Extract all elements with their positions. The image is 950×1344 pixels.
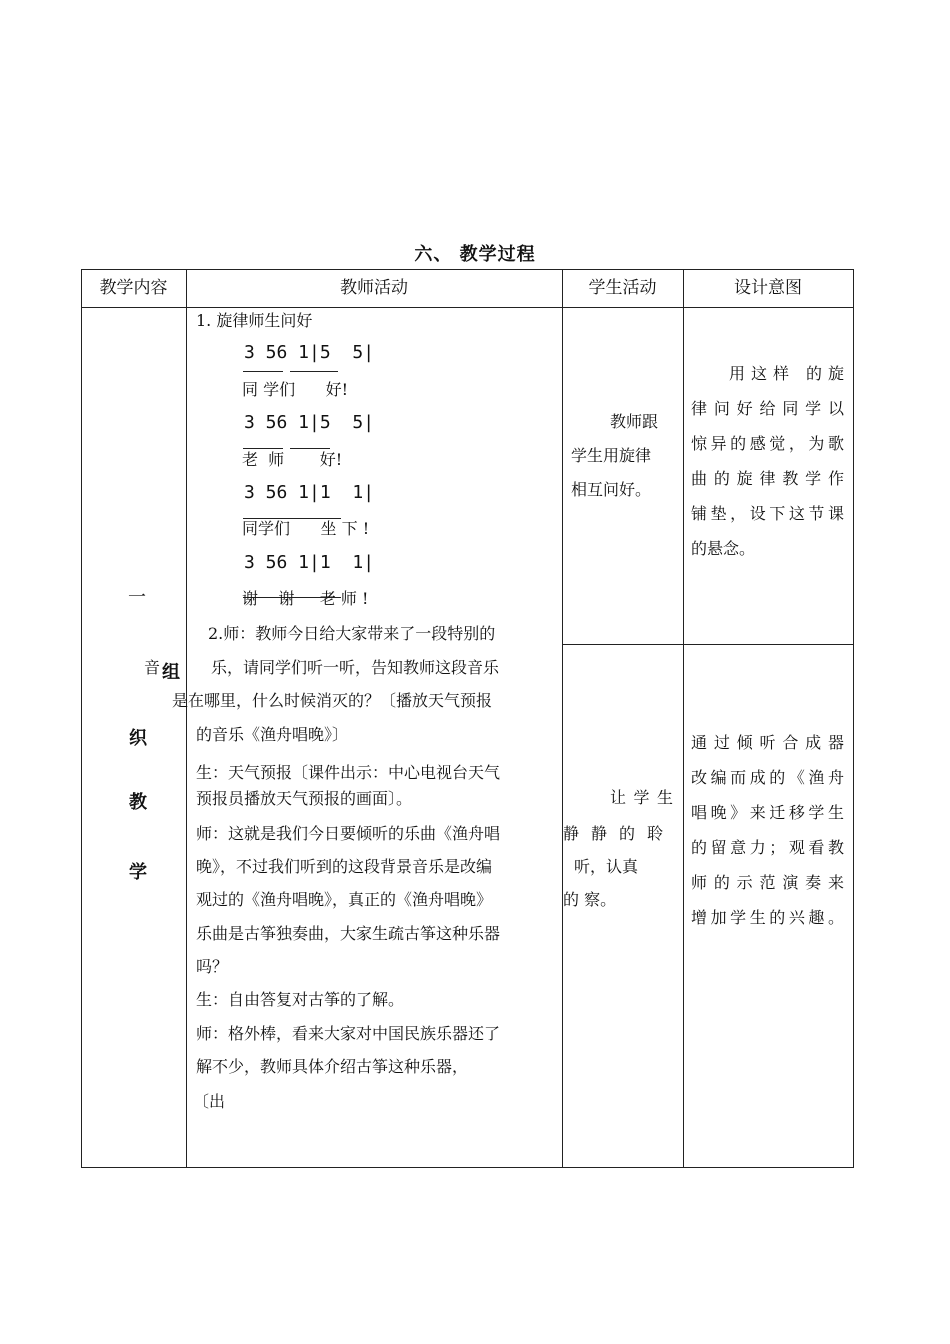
melody-lyrics-3: 同学们 坐 下 !: [242, 519, 370, 538]
overflow-char: 音: [144, 658, 161, 677]
teacher-text-line: 晚》，不过我们听到的这段背景音乐是改编: [196, 857, 493, 876]
header-student-activity: 学生活动: [588, 278, 657, 298]
header-content: 教学内容: [99, 278, 168, 298]
row-divider-student: [562, 644, 683, 645]
table-border-left: [81, 269, 82, 1168]
content-char-zhi: 织: [129, 728, 147, 749]
table-border-bottom: [81, 1167, 854, 1168]
design-text-line: 铺垫，设下这节课: [691, 504, 844, 523]
teacher-text-line: 2.师：教师今日给大家带来了一段特别的: [208, 624, 496, 643]
teacher-text-line: 解不少，教师具体介绍古筝这种乐器，: [196, 1057, 469, 1076]
teacher-text-line: 预报员播放天气预报的画面〕。: [196, 789, 413, 808]
design-text-line: 惊异的感觉，为歌: [691, 434, 844, 453]
note-underline: [243, 371, 283, 372]
content-char-xue: 学: [129, 862, 147, 883]
melody-notes-3: 3 56 1|1 1|: [244, 482, 375, 503]
design-text-line: 的留意力；观看教: [691, 838, 844, 857]
column-divider-3: [683, 269, 684, 1168]
content-char-jiao: 教: [129, 792, 147, 813]
design-text-line: 增加学生的兴趣。: [691, 908, 844, 927]
section-number: 一: [128, 587, 146, 608]
student-text-line: 听，认真: [574, 857, 639, 876]
teacher-text-line: 的音乐《渔舟唱晚》〕: [196, 725, 349, 744]
melody-intro: 1. 旋律师生问好: [196, 311, 313, 330]
header-design-intent: 设计意图: [734, 278, 802, 298]
table-border-right: [853, 269, 854, 1168]
melody-lyrics-4: 谢 谢 老 师 !: [242, 589, 369, 608]
student-text-line: 教师跟: [610, 412, 659, 431]
teacher-text-line: 乐，请同学们听一听，告知教师这段音乐: [211, 658, 500, 677]
section-title: 六、 教学过程: [414, 244, 536, 265]
student-text-line: 静 静 的 聆: [563, 824, 663, 843]
design-text-line: 的悬念。: [691, 539, 756, 558]
melody-lyrics-2: 老 师 好!: [242, 450, 343, 469]
design-intent-paragraph-2: [691, 733, 844, 943]
design-text-line: 律问好给同学以: [691, 399, 844, 418]
melody-notes-1: 3 56 1|5 5|: [244, 342, 375, 363]
melody-notes-4: 3 56 1|1 1|: [244, 552, 375, 573]
teacher-text-line: 是在哪里，什么时候消灭的？〔播放天气预报: [172, 691, 493, 710]
student-text-line: 相互问好。: [571, 480, 652, 499]
header-teacher-activity: 教师活动: [340, 278, 408, 298]
design-text-line: 唱晚》来迁移学生: [691, 803, 844, 822]
column-divider-2: [562, 269, 563, 1168]
note-underline: [243, 448, 283, 449]
teacher-text-line: 乐曲是古筝独奏曲，大家生疏古筝这种乐器: [196, 924, 501, 943]
teacher-text-line: 师：这就是我们今日要倾听的乐曲《渔舟唱: [196, 824, 501, 843]
teacher-text-line: 师：格外棒，看来大家对中国民族乐器还了: [196, 1024, 501, 1043]
note-underline: [290, 371, 338, 372]
design-text-line: 改编而成的《渔舟: [691, 768, 844, 787]
content-char-zu: 组: [162, 662, 180, 683]
design-text-line: 曲的旋律教学作: [691, 469, 844, 488]
design-intent-paragraph-1: [691, 364, 844, 574]
student-text-line: 学生用旋律: [571, 446, 652, 465]
design-text-line: 师的示范演奏来: [691, 873, 844, 892]
melody-notes-2: 3 56 1|5 5|: [244, 412, 375, 433]
design-text-line: 用这样 的旋: [729, 364, 844, 383]
teacher-text-line: 生：天气预报〔课件出示：中心电视台天气: [196, 763, 501, 782]
column-divider-1: [186, 269, 187, 1168]
design-text-line: 通过倾听合成器: [691, 733, 844, 752]
header-row-divider: [81, 307, 854, 308]
teacher-text-line: 〔出: [193, 1092, 226, 1111]
teacher-text-line: 吗？: [196, 957, 229, 976]
student-text-line: 让学生: [610, 788, 673, 807]
teacher-text-line: 观过的《渔舟唱晚》，真正的《渔舟唱晚》: [196, 890, 493, 909]
row-divider-design: [683, 644, 854, 645]
teacher-text-line: 生：自由答复对古筝的了解。: [196, 990, 405, 1009]
note-underline: [290, 448, 330, 449]
melody-lyrics-1: 同 学们 好!: [242, 380, 349, 399]
student-text-line: 的 察。: [563, 890, 617, 909]
